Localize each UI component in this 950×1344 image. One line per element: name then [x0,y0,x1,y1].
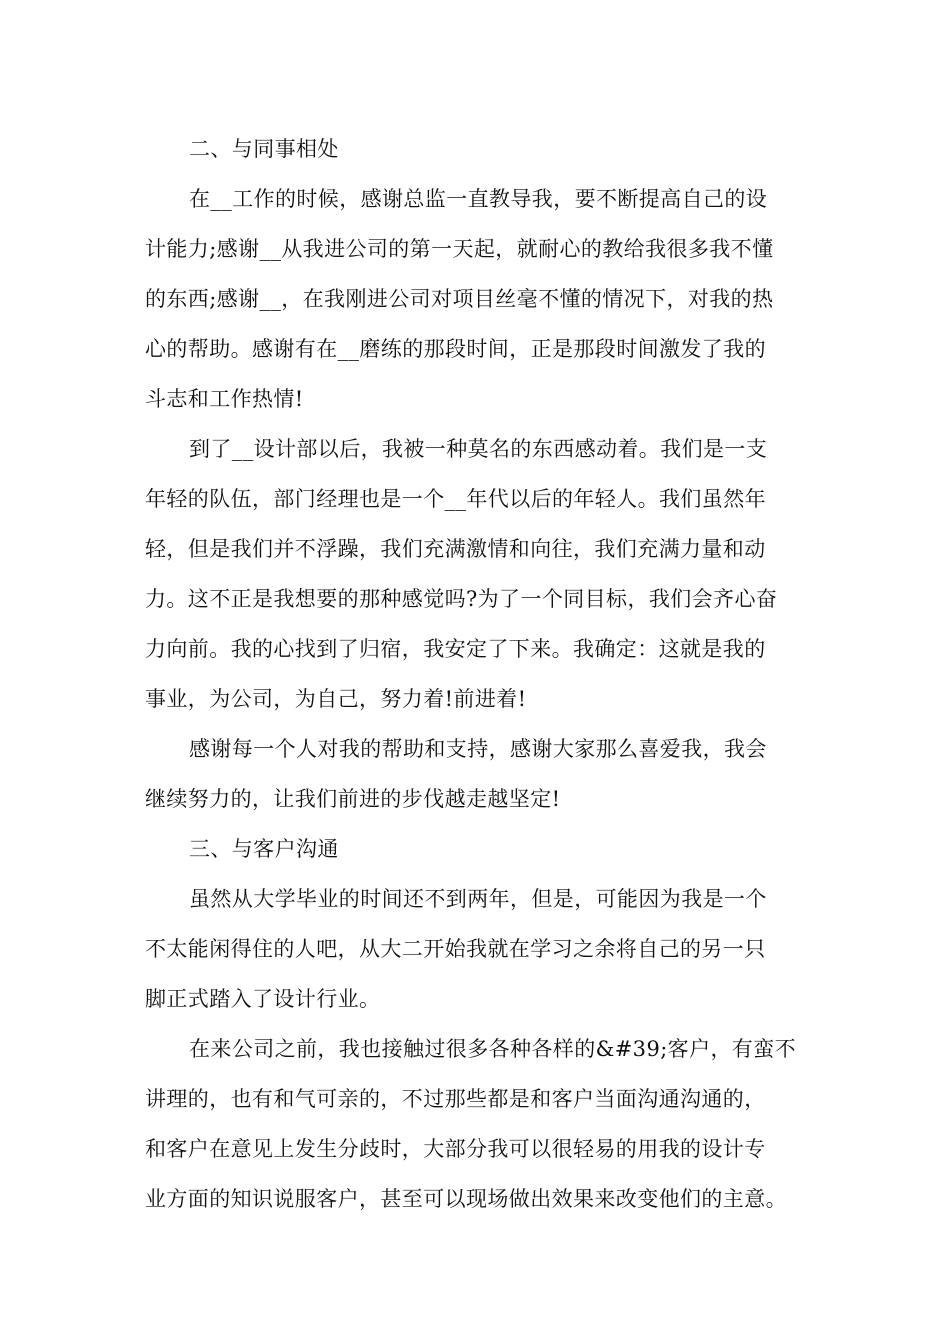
paragraph-line: 力。这不正是我想要的那种感觉吗?为了一个同目标，我们会齐心奋 [145,587,778,611]
paragraph-line: 计能力;感谢__从我进公司的第一天起，就耐心的教给我很多我不懂 [145,237,774,261]
paragraph-line: 心的帮助。感谢有在__磨练的那段时间，正是那段时间激发了我的 [145,337,766,361]
paragraph-line: 不太能闲得住的人吧，从大二开始我就在学习之余将自己的另一只 [145,937,766,961]
paragraph-line: 年轻的队伍，部门经理也是一个__年代以后的年轻人。我们虽然年 [145,487,766,511]
paragraph-line: 讲理的，也有和气可亲的，不过那些都是和客户当面沟通沟通的， [145,1087,766,1111]
section-heading: 三、与客户沟通 [189,837,339,861]
paragraph-line: 的东西;感谢__，在我刚进公司对项目丝毫不懂的情况下，对我的热 [145,287,774,311]
paragraph-line: 在来公司之前，我也接触过很多各种各样的&#39;客户，有蛮不 [189,1037,797,1061]
paragraph-line: 轻，但是我们并不浮躁，我们充满激情和向往，我们充满力量和动 [145,537,766,561]
paragraph-line: 继续努力的，让我们前进的步伐越走越坚定! [145,787,561,811]
document-body [145,124,835,1224]
section-heading: 二、与同事相处 [189,137,339,161]
paragraph-line: 和客户在意见上发生分歧时，大部分我可以很轻易的用我的设计专 [145,1137,766,1161]
paragraph-line: 力向前。我的心找到了归宿，我安定了下来。我确定：这就是我的 [145,637,766,661]
paragraph-line: 事业，为公司，为自己，努力着!前进着! [145,687,527,711]
paragraph-line: 斗志和工作热情! [145,387,304,411]
paragraph-line: 到了__设计部以后，我被一种莫名的东西感动着。我们是一支 [189,437,768,461]
paragraph-line: 业方面的知识说服客户，甚至可以现场做出效果来改变他们的主意。 [145,1187,787,1211]
paragraph-line: 虽然从大学毕业的时间还不到两年，但是，可能因为我是一个 [189,887,767,911]
paragraph-line: 脚正式踏入了设计行业。 [145,987,381,1011]
paragraph-line: 在__工作的时候，感谢总监一直教导我，要不断提高自己的设 [189,187,768,211]
paragraph-line: 感谢每一个人对我的帮助和支持，感谢大家那么喜爱我，我会 [189,737,767,761]
